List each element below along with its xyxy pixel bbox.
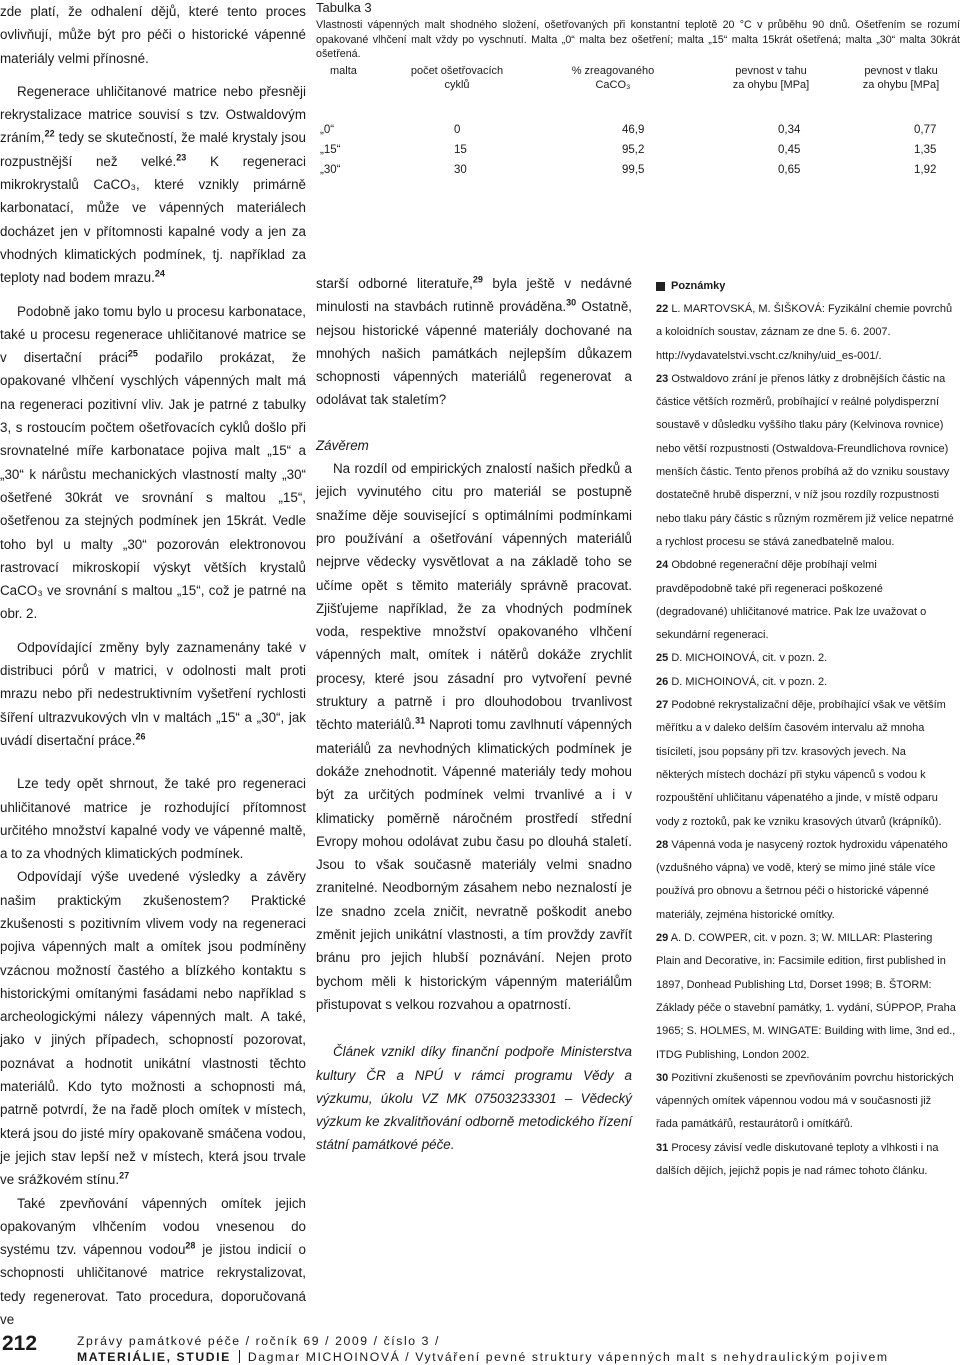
cell-caco3: 46,9	[622, 123, 645, 136]
cell-caco3: 95,2	[622, 143, 645, 156]
col-header-caco3: % zreagovaného CaCO₃	[571, 64, 655, 91]
footnote-item	[656, 1067, 956, 1137]
middle-column	[316, 272, 632, 1157]
cell-tensile: 0,34	[778, 123, 801, 136]
table-3	[316, 0, 960, 180]
footnote-number: 25	[656, 652, 669, 665]
footnote-item	[656, 368, 956, 554]
paragraph: Odpovídající změny byly zaznamenány také v distribuci pórů v matrici, v odolnosti malt proti mrazu nebo při nedestruktivním vyšetření rychlosti šíření ultrazvukových vln v maltách „15“ a „30“, jak uvádí disertační práce.$^{26}$	[0, 639, 306, 748]
col-header-malta: malta	[330, 64, 357, 77]
paragraph: Lze tedy opět shrnout, že také pro regeneraci uhličitanové matrice je rozhodující přítomnost určitého množství kapalné vody ve vápenné maltě, a to za vhodných klimatických podmínek.	[0, 776, 306, 862]
footnote-number: 23	[656, 372, 669, 385]
footnote-item	[656, 298, 956, 368]
footnote-text: Vápenná voda je nasycený roztok hydroxidu vápenatého (vzdušného vápna) ve vodě, který se mimo jiné stále více používá pro obnovu a šetrnou péči o historické vápenné materiály, zejména historické omítky.	[656, 838, 948, 921]
footnote-item	[656, 554, 956, 647]
section-label: MATERIÁLIE, STUDIE	[77, 1350, 231, 1364]
footnote-item	[656, 927, 956, 1067]
footnote-ref[interactable]: 23	[176, 152, 187, 163]
footnote-number: 26	[656, 675, 669, 688]
footnote-item	[656, 1137, 956, 1184]
footnote-number: 22	[656, 303, 669, 315]
left-column	[0, 0, 306, 1331]
footnote-ref[interactable]: 27	[119, 1170, 130, 1181]
footnote-ref[interactable]: 31	[415, 715, 426, 726]
footnote-item	[656, 647, 956, 670]
cell-pressure: 1,92	[914, 163, 937, 176]
notes-column	[656, 280, 956, 1183]
acknowledgement: Článek vznikl díky finanční podpoře Ministerstva kultury ČR a NPÚ v rámci programu Vědy a výzkumu, úkolu VZ MK 07503233301 – Vědecký výzkum ke zkvalitňování odborně metodického řízení státní památkové péče.	[316, 1044, 632, 1153]
footnote-text: D. MICHOINOVÁ, cit. v pozn. 2.	[671, 675, 828, 688]
col-header-tensile: pevnost v tahu za ohybu [MPa]	[732, 64, 810, 91]
table-row	[316, 140, 960, 160]
paragraph: Také zpevňování vápenných omítek jejich opakovaným vlhčením vodou vnesenou do systému tzv. vápennou vodou$^{28}$ je jistou indicií o schopnosti uhličitanové matrice rekrystalizovat, tedy regenerovat. Tato procedura, doporučovaná ve	[0, 1195, 306, 1328]
cell-malta: „0“	[320, 123, 335, 136]
footnote-text: Ostwaldovo zrání je přenos látky z drobnějších částic na částice větších rozměrů, probíhající v reálné polydisperzní soustavě v důsledku vyššího tlaku páry (Kelvinova rovnice) nebo větší rozpustnosti (Ostwaldova-Freundlichova rovnice) menších částic. Tento přenos probíhá až do vzniku soustavy dostatečně hrubě disperzní, v níž jsou rozdíly rozpustnosti nebo tlaku páry částic s různým rozměrem již velice nepatrné a rychlost procesu se stává zanedbatelně malou.	[656, 372, 954, 548]
footnote-item	[656, 694, 956, 834]
footnote-ref[interactable]: 22	[44, 129, 55, 140]
cell-pressure: 0,77	[914, 123, 937, 136]
table-row	[316, 160, 960, 180]
page-footer	[0, 1322, 960, 1365]
cell-cycles: 30	[454, 163, 467, 176]
footnote-text: Obdobné regenerační děje probíhají velmi pravděpodobně také při regeneraci poškozené (degradované) uhličitanové matrice. Pak lze uvažovat o sekundární regeneraci.	[656, 559, 927, 642]
footnote-ref[interactable]: 25	[127, 348, 138, 359]
footnote-ref[interactable]: 24	[154, 268, 165, 279]
footnote-ref[interactable]: 30	[566, 297, 577, 308]
table-row	[316, 120, 960, 140]
cell-pressure: 1,35	[914, 143, 937, 156]
notes-list	[656, 298, 956, 1183]
table-title: Tabulka 3	[316, 0, 372, 15]
cell-cycles: 15	[454, 143, 467, 156]
col-header-pressure: pevnost v tlaku za ohybu [MPa]	[862, 64, 940, 91]
cell-malta: „15“	[320, 143, 341, 156]
footnote-number: 29	[656, 932, 669, 945]
col-header-cycles: počet ošetřovacích cyklů	[410, 64, 504, 91]
footnote-text: Procesy závisí vedle diskutované teploty a vlhkosti i na dalších dějích, jejichž popis je nad rámec tohoto článku.	[656, 1141, 939, 1177]
footnote-item	[656, 671, 956, 694]
divider	[239, 1350, 240, 1363]
footnote-text: A. D. COWPER, cit. v pozn. 3; W. MILLAR: Plastering Plain and Decorative, in: Facsimile edition, first published in 1897, Donhead Publishing Ltd, Dorset 1998; B. ŠTORM: Základy péče o stavební památky, 1. vydání, SÚPPOP, Praha 1965; S. HOLMES, M. WINGATE: Building with lime, 3nd ed., ITDG Publishing, London 2002.	[656, 932, 956, 1061]
page-number: 212	[2, 1332, 38, 1355]
table-body	[316, 120, 960, 180]
footnote-text: Podobné rekrystalizační děje, probíhající však ve větším měřítku a v daleko delším časovém intervalu až mnoha tisíciletí, jsou popsány při tzv. krasových jevech. Na některých místech dochází při styku vápenců s vodou k rozpouštění uhličitanu vápenatého a jinde, v místě odparu vody z roztoků, pak ke vzniku krasových útvarů (krápníků).	[656, 699, 946, 828]
footnote-ref[interactable]: 29	[472, 274, 483, 285]
notes-heading: Poznámky	[656, 280, 956, 292]
cell-tensile: 0,65	[778, 163, 801, 176]
cell-tensile: 0,45	[778, 143, 801, 156]
footnote-ref[interactable]: 26	[135, 731, 146, 742]
cell-malta: „30“	[320, 163, 341, 176]
cell-cycles: 0	[454, 123, 461, 136]
footnote-number: 27	[656, 699, 669, 712]
footnote-item	[656, 834, 956, 927]
paragraph: zde platí, že odhalení dějů, které tento proces ovlivňují, může být pro péči o historické vápenné materiály velmi přínosné.	[0, 4, 306, 66]
table-header	[316, 64, 960, 98]
footnote-number: 28	[656, 838, 669, 851]
footnote-number: 31	[656, 1141, 669, 1154]
journal-line: Zprávy památkové péče / ročník 69 / 2009 / číslo 3 /	[77, 1334, 440, 1348]
article-line	[77, 1350, 889, 1364]
section-heading: Závěrem	[316, 437, 369, 453]
paragraph: Na rozdíl od empirických znalostí našich předků a jejich vyvinutého citu pro materiál se postupně snažíme děje související s optimálními podmínkami pro používání a ošetřování vápenných materiálů nejprve vědecky vysvětlovat a na základě toho se učíme opět s těmito materiály správně pracovat. Zjišťujeme například, že za vhodných podmínek voda, respektive množství opakovaného vlhčení vápenných malt, omítek i nátěrů dokáže zrychlit procesy, které jsou zásadní pro vytvoření pevné struktury a patrně i pro dlouhodobou trvanlivost těchto materiálů.$^{31}$ Naproti tomu zavlhnutí vápenných materiálů za nevhodných klimatických podmínek je dokáže znehodnotit. Vápenné materiály tedy mohou být za určitých podmínek velmi trvanlivé a i v klimaticky poměrně náročném prostředí střední Evropy mohou odolávat zubu času po dlouhá staletí. Jsou to však současně materiály velmi snadno zranitelné. Neodborným zásahem nebo neznalostí je lze snadno zcela zničit, nevratně poškodit anebo změnit jejich unikátní vlastnosti, a tím provždy zavřít bránu pro jejich hlubší poznávání. Nejen proto bychom měli k historickým vápenným materiálům přistupovat s velkou rozvahou a opatrností.	[316, 461, 632, 1012]
cell-caco3: 99,5	[622, 163, 645, 176]
paragraph: Odpovídají výše uvedené výsledky a závěry našim praktickým zkušenostem? Praktické zkušenosti s pozitivním vlivem vody na regeneraci pojiva vápenných malt a omítek jsou podmíněny vzácnou možností častého a blízkého kontaktu s historickými omítanými fasádami nebo například s archeologickými nálezy vápenných malt. A také, jako v jiných případech, schopností pozorovat, poznávat a hodnotit unikátní vlastnosti těchto materiálů. Kdo tyto možnosti a schopnosti má, patrně potvrdí, že na řadě ploch omítek v místech, která jsou do jisté míry opakovaně smáčena vodou, je jejich stav lepší než v místech, která jsou trvale ve srážkovém stínu.$^{27}$	[0, 869, 306, 1188]
footnote-number: 30	[656, 1071, 669, 1084]
paragraph: Podobně jako tomu bylo u procesu karbonatace, také u procesu regenerace uhličitanové matrice se v disertační práci$^{25}$ podařilo prokázat, že opakované vlhčení vyschlých vápenných malt má na regeneraci pozitivní vliv. Jak je patrné z tabulky 3, s rostoucím počtem ošetřovacích cyklů došlo při srovnatelné míře karbonatace pojiva malt „15“ a „30“ k nárůstu mechanických vlastností malty „30“ ošetřené 30krát ve srovnání s maltou „15“, ošetřenou za stejných podmínek jen 15krát. Vedle toho byl u malty „30“ pozorován elektronovou rastrovací mikroskopií výskyt větších krystalů CaCO₃ ve srovnání s maltou „15“, což je patrné na obr. 2.	[0, 303, 307, 622]
square-bullet-icon	[656, 282, 665, 291]
footnote-text: D. MICHOINOVÁ, cit. v pozn. 2.	[671, 652, 828, 665]
paragraph: starší odborné literatuře,$^{29}$ byla ještě v nedávné minulosti na stavbách rutinně prováděna.$^{30}$ Ostatně, nejsou historické vápenné materiály dochované na mnohých našich památkách nejlepším důkazem schopnosti vápenných materiálů regenerovat a odolávat tak staletím?	[316, 274, 633, 408]
footnote-text: Pozitivní zkušenosti se zpevňováním povrchu historických vápenných omítek vápennou vodou má v současnosti již řada památkářů, restaurátorů i omítkářů.	[656, 1071, 954, 1131]
footnote-number: 24	[656, 559, 669, 572]
author-title: Dagmar MICHOINOVÁ / Vytváření pevné struktury vápenných malt s nehydraulickým pojivem	[247, 1350, 889, 1364]
paragraph: Regenerace uhličitanové matrice nebo přesněji rekrystalizace matrice souvisí s tzv. Ostwaldovým zráním,$^{22}$ tedy se skutečností, že malé krystaly jsou rozpustnější než velké.$^{23}$ K regeneraci mikrokrystalů CaCO₃, které vznikly primárně karbonatací, může ve vápenných materiálech docházet jen v přítomnosti kapalné vody a jen za vhodných klimatických podmínek, tj. například za teploty nad bodem mrazu.$^{24}$	[0, 83, 306, 286]
footnote-ref[interactable]: 28	[185, 1240, 196, 1251]
table-caption: Vlastnosti vápenných malt shodného složení, ošetřovaných při konstantní teplotě 20 °C v průběhu 90 dnů. Ošetřením se rozumí opakované vlhčení malt vždy po vyschnutí. Malta „0“ malta bez ošetření; malta „15“ malta 15krát ošetřená; malta „30“ malta 30krát ošetřená.	[316, 19, 960, 60]
footnote-text: L. MARTOVSKÁ, M. ŠIŠKOVÁ: Fyzikální chemie povrchů a koloidních soustav, záznam ze dne 5. 6. 2007. http://vydavatelstvi.vscht.cz/knihy/uid_es-001/.	[656, 303, 953, 362]
